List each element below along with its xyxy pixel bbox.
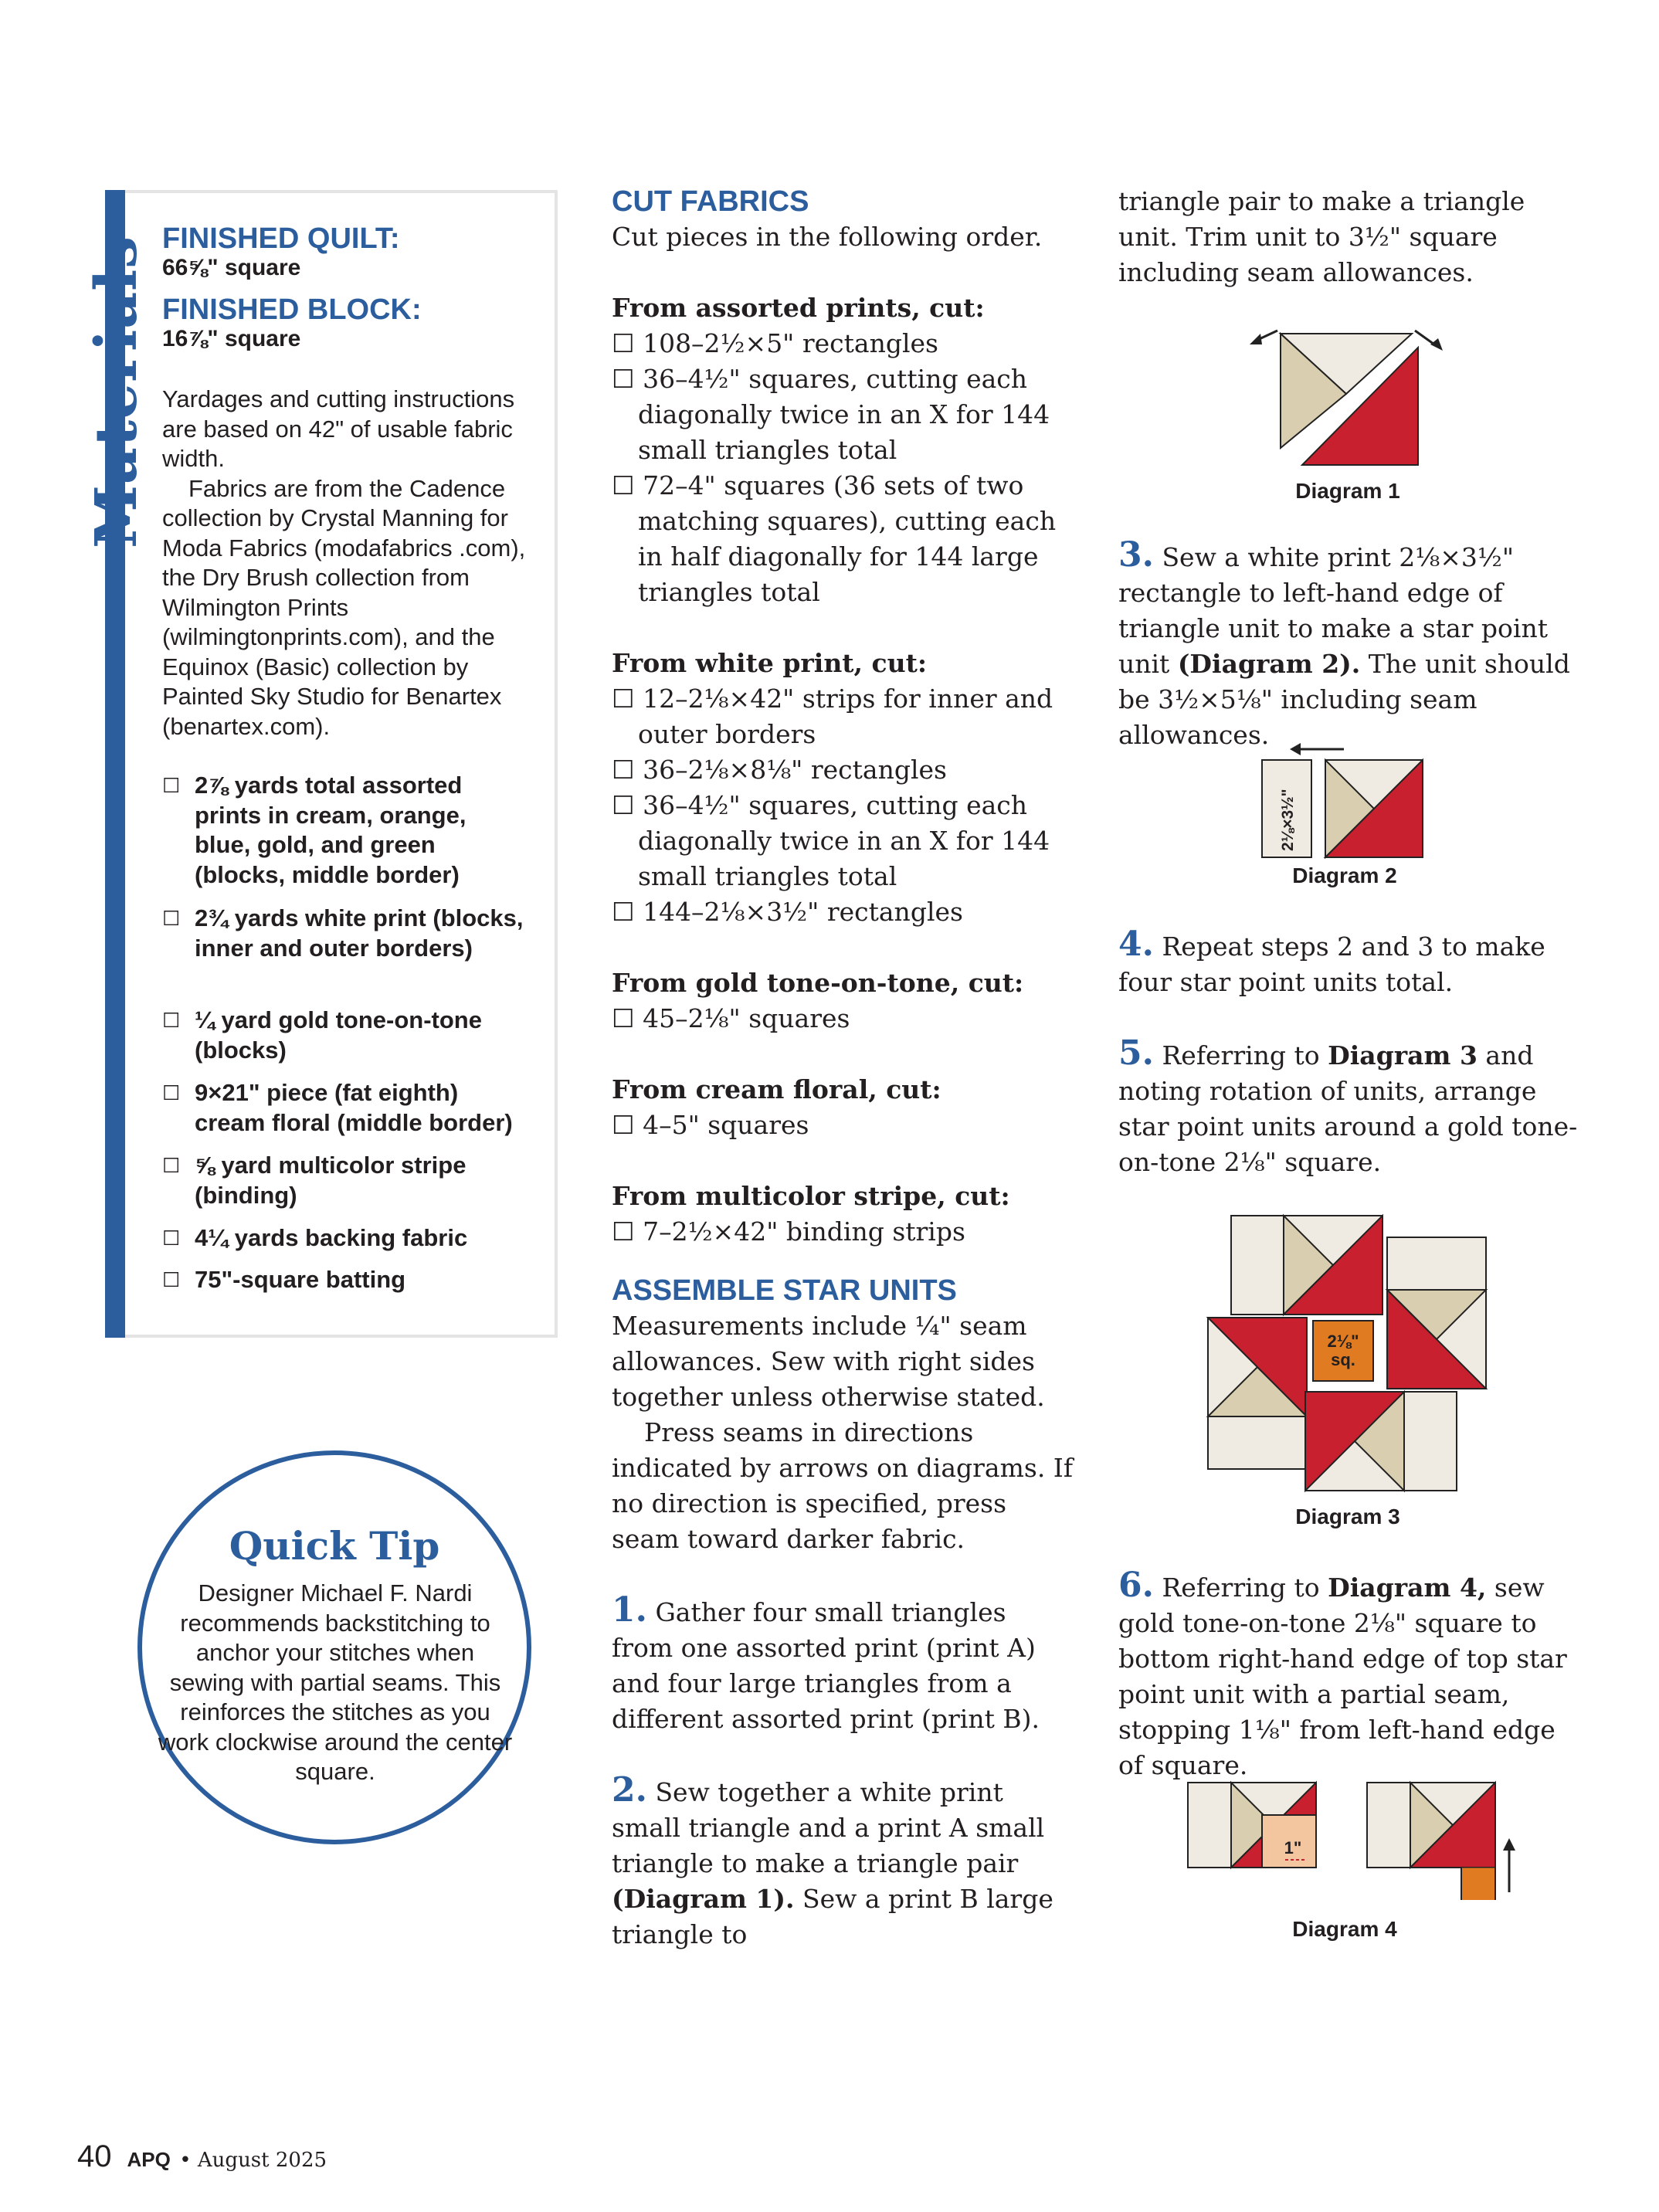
step-4: 4. Repeat steps 2 and 3 to make four star point units total.: [1118, 924, 1545, 997]
checkbox-icon: ☐: [162, 1226, 181, 1250]
assemble-para-1: Measurements include ¼" seam allowances. Sew with right sides together unless otherwise stated.: [612, 1311, 1045, 1412]
diagram-4: [1182, 1776, 1522, 1900]
materials-item: ☐ ¼ yard gold tone-on-tone (blocks): [162, 1006, 482, 1064]
checkbox-icon: ☐: [162, 1081, 181, 1104]
step-number: 4.: [1118, 924, 1154, 964]
diagram-1: [1243, 309, 1452, 479]
cut-fabrics-heading: CUT FABRICS: [612, 185, 809, 218]
step-3: 3. Sew a white print 2⅛×3½" rectangle to left-hand edge of triangle unit to make a star point unit (Diagram 2). The unit should be 3½×5⅛" including seam allowances.: [1118, 535, 1570, 750]
white-rectangle: [1387, 1237, 1486, 1290]
materials-intro-yardage: Yardages and cutting instructions are based on 42" of usable fabric width.: [162, 385, 515, 472]
white-rectangle: [1367, 1783, 1410, 1868]
finished-quilt-value: 66⅝" square: [162, 255, 301, 280]
white-rectangle: [1208, 1416, 1307, 1469]
arrow-head-icon: [1503, 1838, 1515, 1851]
diagram-2-caption: Diagram 2: [1292, 863, 1397, 887]
cut-item: ☐ 4–5" squares: [612, 1110, 809, 1140]
diagram-3-caption: Diagram 3: [1295, 1505, 1400, 1528]
gold-square-pressed: [1461, 1868, 1495, 1900]
cut-fabrics-intro: Cut pieces in the following order.: [612, 222, 1043, 252]
white-rectangle: [1231, 1216, 1284, 1315]
magazine-name: APQ: [127, 2148, 171, 2171]
cut-group-title: From multicolor stripe, cut:: [612, 1181, 1010, 1211]
step-number: 2.: [612, 1770, 647, 1810]
step-2-continued: triangle pair to make a triangle unit. Trim unit to 3½" square including seam allowances.: [1118, 186, 1525, 287]
cut-group-title: From white print, cut:: [612, 648, 928, 678]
center-size-label: 2⅛": [1327, 1332, 1359, 1351]
cut-item: ☐ 72–4" squares (36 sets of two matching squares), cutting each in half diagonally for 144 large triangles total: [612, 470, 1057, 607]
diagram-4-measure-label: 1": [1284, 1838, 1302, 1857]
column-steps: [1118, 184, 1582, 290]
step-5: 5. Referring to Diagram 3 and noting rotation of units, arrange star point units around a gold tone-on-tone 2⅛" square.: [1118, 1033, 1578, 1177]
materials-item: ☐ 9×21" piece (fat eighth) cream floral (middle border): [162, 1079, 513, 1136]
steps-4-5-block: [1118, 924, 1582, 1180]
cut-item: ☐ 45–2⅛" squares: [612, 1003, 850, 1033]
white-rectangle: [1188, 1783, 1231, 1868]
finished-block-label: FINISHED BLOCK:: [162, 293, 422, 326]
checkbox-icon: ☐: [162, 1268, 181, 1291]
checkbox-icon: ☐: [162, 907, 181, 930]
diagram-2-size-label: 2⅛×3½": [1279, 789, 1297, 851]
assemble-heading: ASSEMBLE STAR UNITS: [612, 1274, 957, 1307]
materials-item: ☐ 4¼ yards backing fabric: [162, 1223, 525, 1254]
assemble-para-2: Press seams in directions indicated by arrows on diagrams. If no direction is specified, press seam toward darker fabric.: [612, 1417, 1074, 1554]
checkbox-icon: ☐: [162, 1009, 181, 1032]
arrow-head-icon: [1250, 334, 1262, 344]
cut-item: ☐ 144–2⅛×3½" rectangles: [612, 897, 963, 927]
materials-item: ☐ 2⅞ yards total assorted prints in cream, orange, blue, gold, and green (blocks, middle border): [162, 772, 466, 888]
materials-item: ☐ 2¾ yards white print (blocks, inner and outer borders): [162, 904, 524, 962]
diagram-4-caption: Diagram 4: [1292, 1917, 1397, 1941]
arrow-head-icon: [1430, 338, 1443, 351]
issue-date: • August 2025: [179, 2149, 327, 2172]
cut-group-title: From assorted prints, cut:: [612, 293, 985, 323]
cut-group-title: From gold tone-on-tone, cut:: [612, 968, 1024, 998]
cut-item: ☐ 108–2½×5" rectangles: [612, 328, 938, 358]
cut-item: ☐ 36–4½" squares, cutting each diagonally twice in an X for 144 small triangles total: [612, 364, 1050, 465]
center-size-label: sq.: [1331, 1350, 1355, 1369]
step-number: 5.: [1118, 1033, 1154, 1073]
step-1: 1. Gather four small triangles from one assorted print (print A) and four large triangles from a different assorted print (print B).: [612, 1590, 1040, 1734]
materials-item: ☐ 75"-square batting: [162, 1265, 525, 1295]
diagram-3: [1205, 1209, 1491, 1503]
cut-item: ☐ 36–4½" squares, cutting each diagonally twice in an X for 144 small triangles total: [612, 790, 1050, 891]
materials-intro-fabrics: Fabrics are from the Cadence collection by Crystal Manning for Moda Fabrics (modafabrics .com), the Dry Brush collection from Wilmington Prints (wilmingtonprints.com), and the Equinox (Basic) collection by Painted Sky Studio for Benartex (benartex.com).: [162, 474, 526, 740]
quick-tip-title: Quick Tip: [229, 1523, 440, 1569]
diagram-2: [1251, 737, 1437, 860]
arrow-head-icon: [1290, 743, 1301, 755]
step-3-block: [1118, 535, 1582, 753]
page-number: 40: [77, 2139, 112, 2173]
step-2: 2. Sew together a white print small triangle and a print A small triangle to make a triangle pair (Diagram 1). Sew a print B large triangle to: [612, 1770, 1053, 1949]
finished-quilt-label: FINISHED QUILT:: [162, 222, 400, 255]
materials-title: Materials: [83, 236, 150, 548]
materials-intro: [162, 385, 541, 741]
step-6: 6. Referring to Diagram 4, sew gold tone-on-tone 2⅛" square to bottom right-hand edge of top star point unit with a partial seam, stopping 1⅛" from left-hand edge of square.: [1118, 1566, 1567, 1780]
materials-item: ☐ ⅝ yard multicolor stripe (binding): [162, 1152, 466, 1209]
cut-item: ☐ 12–2⅛×42" strips for inner and outer borders: [612, 684, 1053, 749]
checkbox-icon: ☐: [162, 774, 181, 797]
checkbox-icon: ☐: [162, 1154, 181, 1177]
step-number: 1.: [612, 1590, 647, 1630]
column-cut-fabrics: [612, 184, 1075, 1952]
quick-tip-body: Designer Michael F. Nardi recommends backstitching to anchor your stitches when sewing with partial seams. This reinforces the stitches as you work clockwise around the center square.: [158, 1579, 513, 1785]
step-number: 6.: [1118, 1566, 1154, 1605]
page-footer: [77, 2139, 327, 2174]
step-6-block: [1118, 1568, 1582, 1783]
finished-block-value: 16⅞" square: [162, 326, 301, 351]
cut-item: ☐ 7–2½×42" binding strips: [612, 1216, 965, 1247]
step-number: 3.: [1118, 535, 1154, 575]
diagram-1-caption: Diagram 1: [1295, 479, 1400, 503]
quick-tip-circle: [137, 1450, 531, 1844]
cut-group-title: From cream floral, cut:: [612, 1074, 941, 1104]
cut-item: ☐ 36–2⅛×8⅛" rectangles: [612, 755, 947, 785]
white-rectangle: [1404, 1392, 1457, 1491]
